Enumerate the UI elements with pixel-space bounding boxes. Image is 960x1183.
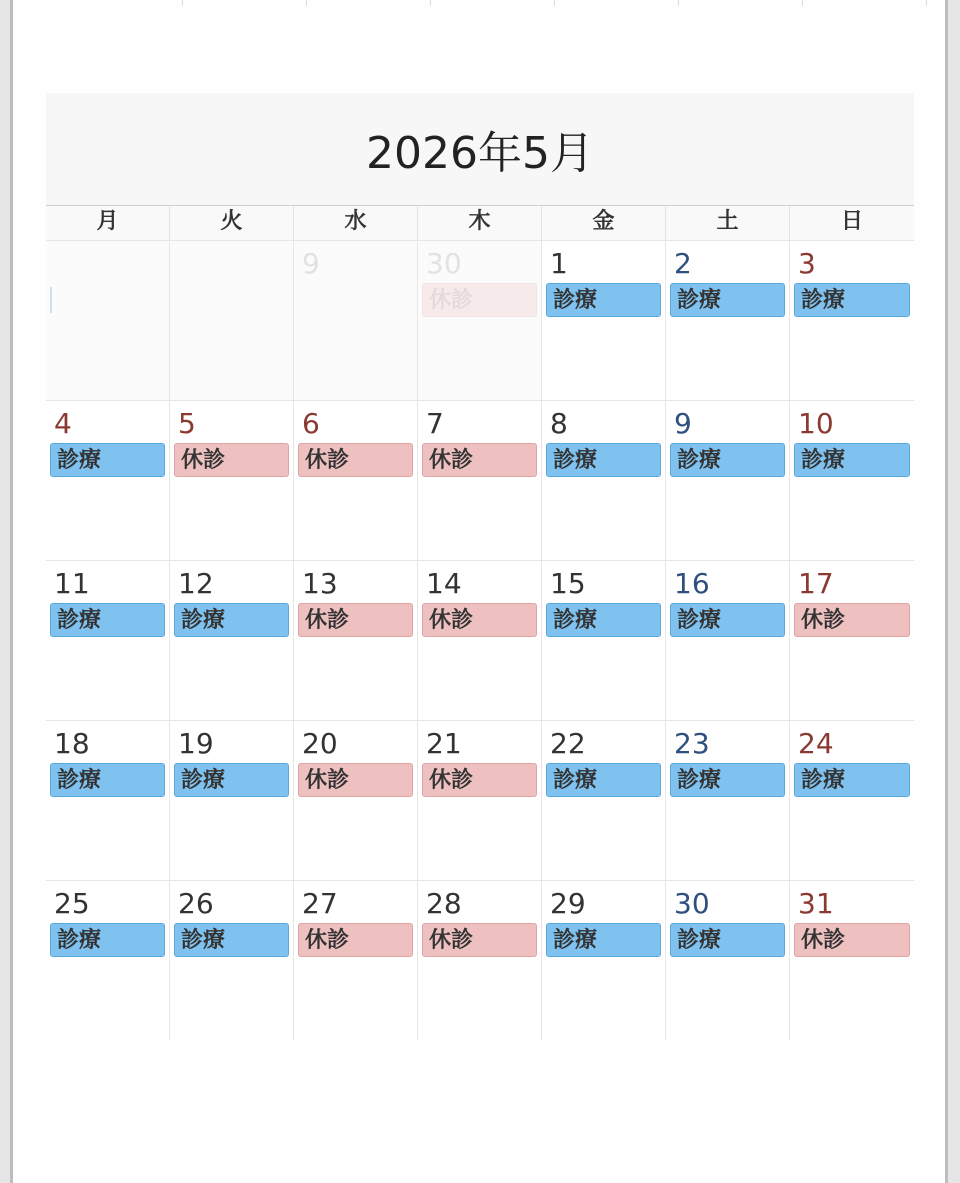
- day-number: 16: [674, 567, 710, 600]
- day-number: 3: [798, 247, 816, 280]
- open-status-badge[interactable]: 診療: [546, 603, 661, 637]
- day-status-badge: 休診: [422, 283, 537, 317]
- day-cell[interactable]: [666, 880, 790, 1040]
- open-status-badge[interactable]: 診療: [50, 923, 165, 957]
- day-number: 30: [674, 887, 710, 920]
- day-number: 24: [798, 727, 834, 760]
- day-number: 4: [54, 407, 72, 440]
- previous-calendar-bottom-edge: [59, 0, 927, 6]
- day-number: 30: [426, 247, 462, 280]
- open-status-badge[interactable]: 診療: [670, 603, 785, 637]
- month-title: 2026年5月: [366, 128, 594, 179]
- closed-status-badge[interactable]: 休診: [422, 923, 537, 957]
- day-number: 27: [302, 887, 338, 920]
- weekday-tue: 火: [170, 206, 294, 240]
- day-number: 29: [550, 887, 586, 920]
- open-status-badge[interactable]: 診療: [50, 763, 165, 797]
- day-number: 10: [798, 407, 834, 440]
- day-cell[interactable]: [170, 880, 294, 1040]
- open-status-badge[interactable]: 診療: [546, 443, 661, 477]
- open-status-badge[interactable]: 診療: [546, 923, 661, 957]
- open-status-badge[interactable]: 診療: [174, 603, 289, 637]
- day-number: 31: [798, 887, 834, 920]
- day-cell[interactable]: [294, 560, 418, 720]
- day-cell[interactable]: [542, 240, 666, 400]
- day-number: 1: [550, 247, 568, 280]
- open-status-badge[interactable]: 診療: [174, 923, 289, 957]
- prev-month-day-cell: [294, 240, 418, 400]
- day-number: 7: [426, 407, 444, 440]
- open-status-badge[interactable]: 診療: [174, 763, 289, 797]
- day-number: 6: [302, 407, 320, 440]
- day-cell[interactable]: [170, 400, 294, 560]
- day-number: 5: [178, 407, 196, 440]
- day-cell[interactable]: [170, 560, 294, 720]
- day-number: 8: [550, 407, 568, 440]
- day-cell[interactable]: [46, 400, 170, 560]
- prev-month-day-cell: [46, 240, 170, 400]
- day-cell[interactable]: [46, 720, 170, 880]
- day-cell[interactable]: [170, 720, 294, 880]
- weekday-mon: 月: [46, 206, 170, 240]
- day-cell[interactable]: [790, 720, 914, 880]
- day-number: 17: [798, 567, 834, 600]
- day-number: 9: [302, 247, 320, 280]
- weekday-sun: 日: [840, 209, 863, 234]
- closed-status-badge[interactable]: 休診: [794, 923, 910, 957]
- day-number: 20: [302, 727, 338, 760]
- day-cell[interactable]: [46, 880, 170, 1040]
- day-number: 11: [54, 567, 90, 600]
- open-status-badge[interactable]: 診療: [50, 443, 165, 477]
- faded-badge-edge: [50, 287, 52, 313]
- day-number: 21: [426, 727, 462, 760]
- day-cell[interactable]: [666, 720, 790, 880]
- open-status-badge[interactable]: 診療: [670, 923, 785, 957]
- closed-status-badge[interactable]: 休診: [174, 443, 289, 477]
- open-status-badge[interactable]: 診療: [546, 763, 661, 797]
- day-cell[interactable]: [418, 720, 542, 880]
- open-status-badge[interactable]: 診療: [50, 603, 165, 637]
- weekday-sat: 土: [666, 206, 790, 240]
- weekday-thu: 木: [418, 206, 542, 240]
- day-cell[interactable]: [294, 880, 418, 1040]
- open-status-badge[interactable]: 診療: [670, 283, 785, 317]
- day-grid: [46, 240, 914, 1040]
- day-cell[interactable]: [790, 560, 914, 720]
- open-status-badge[interactable]: 診療: [794, 443, 910, 477]
- day-cell[interactable]: [418, 560, 542, 720]
- day-cell[interactable]: [542, 400, 666, 560]
- day-cell[interactable]: [790, 400, 914, 560]
- month-calendar: [46, 93, 914, 1040]
- prev-month-day-cell: [170, 240, 294, 400]
- day-cell[interactable]: [294, 400, 418, 560]
- day-number: 18: [54, 727, 90, 760]
- closed-status-badge[interactable]: 休診: [298, 923, 413, 957]
- day-cell[interactable]: [418, 880, 542, 1040]
- open-status-badge[interactable]: 診療: [670, 763, 785, 797]
- open-status-badge[interactable]: 診療: [794, 763, 910, 797]
- day-cell[interactable]: [666, 560, 790, 720]
- weekday-wed: 水: [294, 206, 418, 240]
- open-status-badge[interactable]: 診療: [794, 283, 910, 317]
- closed-status-badge[interactable]: 休診: [298, 763, 413, 797]
- day-number: 28: [426, 887, 462, 920]
- day-number: 13: [302, 567, 338, 600]
- day-number: 23: [674, 727, 710, 760]
- day-number: 12: [178, 567, 214, 600]
- day-cell[interactable]: [666, 240, 790, 400]
- day-cell[interactable]: [790, 240, 914, 400]
- day-number: 19: [178, 727, 214, 760]
- day-number: 2: [674, 247, 692, 280]
- day-cell[interactable]: [542, 720, 666, 880]
- closed-status-badge[interactable]: 休診: [298, 603, 413, 637]
- day-number: 15: [550, 567, 586, 600]
- day-cell[interactable]: [542, 880, 666, 1040]
- prev-month-day-cell: [418, 240, 542, 400]
- day-number: 14: [426, 567, 462, 600]
- day-cell[interactable]: [294, 720, 418, 880]
- month-header: [46, 93, 914, 205]
- weekday-header-row: [46, 205, 914, 240]
- day-cell[interactable]: [46, 560, 170, 720]
- day-number: 22: [550, 727, 586, 760]
- day-number: 25: [54, 887, 90, 920]
- day-cell[interactable]: [790, 880, 914, 1040]
- day-cell[interactable]: [666, 400, 790, 560]
- open-status-badge[interactable]: 診療: [670, 443, 785, 477]
- closed-status-badge[interactable]: 休診: [794, 603, 910, 637]
- day-cell[interactable]: [418, 400, 542, 560]
- closed-status-badge[interactable]: 休診: [298, 443, 413, 477]
- closed-status-badge[interactable]: 休診: [422, 443, 537, 477]
- day-cell[interactable]: [542, 560, 666, 720]
- open-status-badge[interactable]: 診療: [546, 283, 661, 317]
- day-number: 9: [674, 407, 692, 440]
- weekday-fri: 金: [542, 206, 666, 240]
- day-number: 26: [178, 887, 214, 920]
- closed-status-badge[interactable]: 休診: [422, 603, 537, 637]
- closed-status-badge[interactable]: 休診: [422, 763, 537, 797]
